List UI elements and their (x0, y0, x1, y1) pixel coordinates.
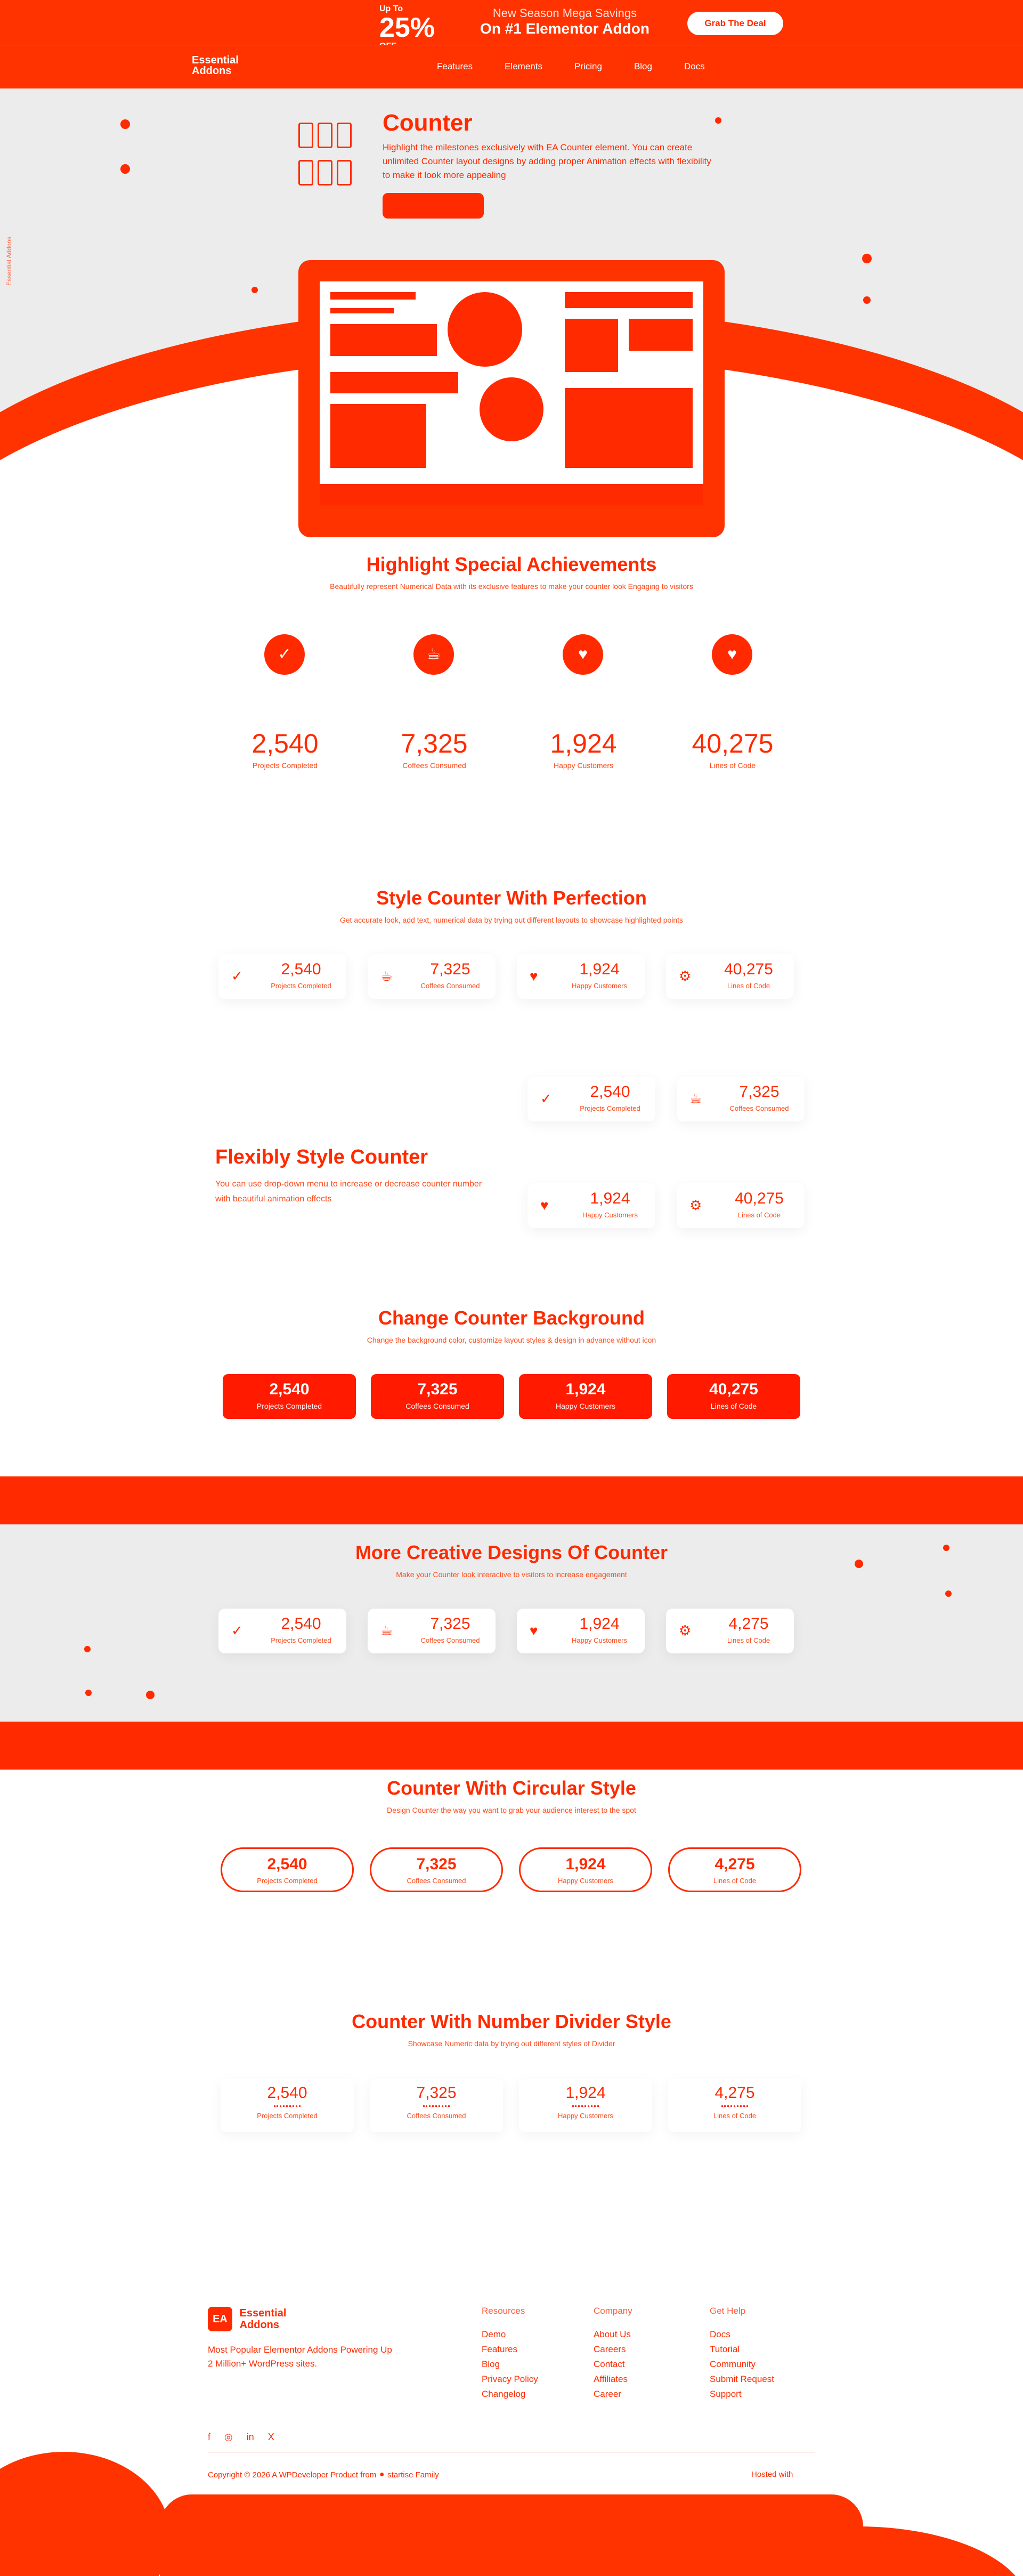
promo-title (474, 6, 655, 37)
counter-value: 2,540 (281, 1615, 321, 1633)
footer-description: Most Popular Elementor Addons Powering Up 2 Million+ WordPress sites. (208, 2345, 392, 2369)
flexibly-title: Flexibly Style Counter (215, 1146, 428, 1168)
circular-title: Counter With Circular Style (387, 1777, 636, 1799)
achievement-value: 40,275 (692, 729, 774, 758)
achievements-subtitle: Beautifully represent Numerical Data with its exclusive features to make your counter look Engaging to visitors (330, 582, 693, 591)
background-title: Change Counter Background (378, 1307, 645, 1329)
nav-item-pricing[interactable]: Pricing (574, 61, 602, 71)
footer-link[interactable]: Community (710, 2359, 756, 2369)
nav-item-blog[interactable]: Blog (634, 61, 652, 71)
counter-card (218, 954, 346, 999)
counter-value: 4,275 (728, 1615, 769, 1633)
footer-col-resources (482, 2304, 538, 2402)
counter-value: 1,924 (565, 2084, 606, 2102)
decor-dot (146, 1691, 155, 1699)
counter-value: 4,275 (715, 2084, 755, 2102)
counter-value: 1,924 (590, 1190, 630, 1207)
counter-card-filled (223, 1374, 356, 1419)
side-text: Essential Addons (5, 236, 13, 286)
counter-value: 2,540 (267, 2084, 307, 2102)
divider-title: Counter With Number Divider Style (352, 2010, 671, 2032)
counter-label: Happy Customers (571, 982, 628, 990)
heart-icon: ♥ (540, 1197, 549, 1213)
counter-card (218, 1609, 346, 1653)
counter-value: 2,540 (267, 1855, 307, 1873)
nav-item-features[interactable]: Features (437, 61, 473, 71)
achievement-label: Happy Customers (553, 761, 614, 770)
circular-subtitle: Design Counter the way you want to grab your audience interest to the spot (387, 1806, 636, 1814)
counter-value: 1,924 (579, 1615, 620, 1633)
footer-link[interactable]: Support (710, 2389, 742, 2399)
counter-card (368, 1609, 496, 1653)
promo-percent: 25% (379, 12, 435, 43)
footer-link[interactable]: Demo (482, 2329, 506, 2339)
counter-value: 7,325 (416, 1855, 457, 1873)
footer-col-help (710, 2304, 774, 2402)
counter-label: Coffees Consumed (420, 1636, 480, 1644)
decor-dot (120, 164, 130, 174)
gear-icon: ⚙ (679, 968, 692, 984)
counter-pill (221, 1847, 354, 1892)
check-icon: ✓ (540, 1091, 552, 1107)
footer-link[interactable]: Blog (482, 2359, 500, 2369)
counter-value: 7,325 (739, 1083, 780, 1101)
footer-link[interactable]: Tutorial (710, 2344, 740, 2354)
footer-link[interactable]: Career (594, 2389, 621, 2399)
counter-label: Coffees Consumed (729, 1104, 789, 1112)
footer-logo[interactable] (208, 2307, 286, 2331)
counter-pill (519, 1847, 652, 1892)
coffee-icon: ☕ (413, 634, 454, 675)
footer-link[interactable]: Changelog (482, 2389, 526, 2399)
creative-title: More Creative Designs Of Counter (355, 1541, 668, 1563)
counter-card-divider (668, 2079, 801, 2132)
counter-label: Coffees Consumed (405, 1402, 469, 1410)
coffee-icon: ☕ (380, 1622, 393, 1638)
divider-subtitle: Showcase Numeric data by trying out different styles of Divider (408, 2039, 615, 2048)
counter-label: Coffees Consumed (407, 2112, 466, 2120)
counter-value: 4,275 (715, 1855, 755, 1873)
check-icon: ✓ (264, 634, 305, 675)
achievement-label: Lines of Code (709, 761, 756, 770)
counter-label: Lines of Code (737, 1211, 781, 1219)
coffee-icon: ☕ (689, 1091, 702, 1107)
achievement-label: Projects Completed (252, 761, 318, 770)
footer (0, 2292, 1023, 2576)
counter-value: 7,325 (416, 2084, 457, 2102)
number-divider (423, 2105, 450, 2107)
counter-label: Coffees Consumed (420, 982, 480, 990)
footer-link[interactable]: Submit Request (710, 2374, 774, 2384)
footer-blob-bottom (160, 2494, 863, 2576)
nav-menu (437, 61, 705, 72)
counter-pill (370, 1847, 503, 1892)
gear-icon: ⚙ (679, 1622, 692, 1638)
counter-card (677, 1183, 805, 1228)
grab-deal-button[interactable]: Grab The Deal (687, 12, 783, 35)
counter-label: Happy Customers (557, 2112, 614, 2120)
counter-label: Happy Customers (582, 1211, 638, 1219)
counter-value: 40,275 (735, 1190, 784, 1207)
page-title: Counter (383, 110, 473, 136)
counter-pill (668, 1847, 801, 1892)
counter-label: Lines of Code (713, 1877, 757, 1885)
decor-dot (120, 119, 130, 129)
promo-upto: Up To (379, 4, 403, 13)
counter-label: Projects Completed (257, 1877, 318, 1885)
footer-link[interactable]: Careers (594, 2344, 626, 2354)
counter-value: 40,275 (709, 1380, 758, 1398)
counter-illustration-icon (298, 112, 357, 192)
hosted-with: Hosted with (751, 2470, 793, 2479)
decor-dot (84, 1646, 91, 1652)
counter-label: Lines of Code (727, 982, 770, 990)
band-top (0, 1476, 1023, 1524)
counter-value: 7,325 (430, 960, 470, 978)
counter-value: 2,540 (281, 960, 321, 978)
number-divider (274, 2105, 301, 2107)
counter-card (517, 1609, 645, 1653)
footer-blob-left (0, 2452, 170, 2576)
style-subtitle: Get accurate look, add text, numerical data by trying out different layouts to showcase highlighted points (339, 916, 684, 924)
counter-card-divider (221, 2079, 354, 2132)
laptop-screen (320, 281, 703, 505)
footer-logo-line-2: Addons (239, 2319, 279, 2331)
counter-label: Happy Customers (557, 1877, 614, 1885)
counter-label: Projects Completed (271, 1636, 331, 1644)
check-icon: ✓ (231, 1622, 243, 1638)
footer-col-heading: Resources (482, 2306, 525, 2316)
achievements-title: Highlight Special Achievements (366, 553, 657, 575)
counter-card (677, 1077, 805, 1121)
heart-icon: ♥ (530, 968, 538, 984)
counter-value: 2,540 (590, 1083, 630, 1101)
counter-card-divider (519, 2079, 652, 2132)
heart-icon: ♥ (712, 634, 752, 675)
style-title: Style Counter With Perfection (376, 887, 647, 909)
creative-subtitle: Make your Counter look interactive to visitors to increase engagement (396, 1570, 627, 1579)
facebook-icon[interactable]: f (208, 2432, 211, 2442)
counter-value: 7,325 (430, 1615, 470, 1633)
logo-mark-icon: EA (208, 2307, 232, 2331)
promo-line-2: On #1 Elementor Addon (480, 20, 649, 37)
flexibly-description: You can use drop-down menu to increase or decrease counter number with beautiful animation effects (215, 1180, 482, 1204)
counter-label: Coffees Consumed (407, 1877, 466, 1885)
counter-card (517, 954, 645, 999)
achievement-value: 2,540 (251, 729, 319, 758)
footer-col-heading: Company (594, 2306, 632, 2316)
footer-link[interactable]: Features (482, 2344, 518, 2354)
footer-link[interactable]: Docs (710, 2329, 730, 2339)
counter-value: 2,540 (269, 1380, 310, 1398)
achievement-label: Coffees Consumed (402, 761, 466, 770)
counter-label: Lines of Code (713, 2112, 757, 2120)
decor-dot (863, 296, 871, 304)
counter-label: Projects Completed (271, 982, 331, 990)
nav-item-elements[interactable]: Elements (505, 61, 542, 71)
counter-card-filled (519, 1374, 652, 1419)
site-logo[interactable] (192, 55, 239, 76)
logo-line-2: Addons (192, 65, 232, 77)
achievement-value: 1,924 (550, 729, 617, 758)
counter-label: Projects Completed (257, 2112, 318, 2120)
counter-card (666, 954, 794, 999)
counter-label: Happy Customers (571, 1636, 628, 1644)
counter-label: Projects Completed (580, 1104, 640, 1112)
counter-card (527, 1183, 655, 1228)
counter-label: Lines of Code (727, 1636, 770, 1644)
footer-link[interactable]: About Us (594, 2329, 631, 2339)
main-nav (0, 45, 1023, 88)
logo-line-1: Essential (192, 54, 239, 66)
promo-discount (379, 4, 435, 51)
decor-dot (251, 287, 258, 293)
counter-value: 1,924 (579, 960, 620, 978)
social-links (208, 2432, 274, 2443)
creative-section (0, 1476, 1023, 1770)
hero-description: Highlight the milestones exclusively with EA Counter element. You can create unlimited Counter layout designs by adding proper Animation effects with flexibility to make it look more appealing (383, 142, 711, 180)
footer-link[interactable]: Contact (594, 2359, 625, 2369)
counter-value: 40,275 (724, 960, 773, 978)
decor-dot (85, 1690, 92, 1696)
counter-value: 7,325 (417, 1380, 458, 1398)
footer-col-heading: Get Help (710, 2306, 746, 2316)
counter-card (527, 1077, 655, 1121)
heart-icon: ♥ (530, 1622, 538, 1638)
band-bottom (0, 1722, 1023, 1770)
nav-item-docs[interactable]: Docs (684, 61, 705, 71)
decor-dot (862, 254, 872, 263)
counter-card-filled (667, 1374, 800, 1419)
decor-dot (945, 1590, 952, 1597)
achievement-value: 7,325 (401, 729, 468, 758)
footer-logo-line-1: Essential (239, 2307, 287, 2319)
instagram-icon[interactable]: ◎ (224, 2432, 233, 2442)
hero-illustration (298, 260, 725, 537)
gear-icon: ⚙ (689, 1197, 702, 1213)
linkedin-icon[interactable]: in (246, 2432, 254, 2442)
check-icon: ✓ (231, 968, 243, 984)
counter-label: Happy Customers (555, 1402, 616, 1410)
counter-card (666, 1609, 794, 1653)
promo-line-1: New Season Mega Savings (492, 6, 637, 20)
counter-label: Projects Completed (256, 1402, 322, 1410)
counter-card-filled (371, 1374, 504, 1419)
hero-section (0, 88, 1023, 568)
footer-col-company (594, 2304, 632, 2402)
x-icon[interactable]: X (267, 2432, 274, 2442)
heart-icon: ♥ (563, 634, 603, 675)
counter-card-divider (370, 2079, 503, 2132)
counter-card (368, 954, 496, 999)
counter-value: 1,924 (565, 1855, 606, 1873)
decor-dot (715, 117, 721, 124)
coffee-icon: ☕ (380, 968, 393, 984)
counter-label: Lines of Code (710, 1402, 757, 1410)
number-divider (572, 2105, 599, 2107)
counter-value: 1,924 (565, 1380, 606, 1398)
footer-link[interactable]: Privacy Policy (482, 2374, 538, 2384)
background-subtitle: Change the background color, customize layout styles & design in advance without icon (367, 1336, 656, 1344)
copyright: Copyright © 2026 A WPDeveloper Product from ⚫ startise Family (208, 2470, 439, 2480)
promo-banner (0, 0, 1023, 45)
hero-button[interactable] (383, 193, 484, 219)
number-divider (721, 2105, 748, 2107)
footer-link[interactable]: Affiliates (594, 2374, 628, 2384)
